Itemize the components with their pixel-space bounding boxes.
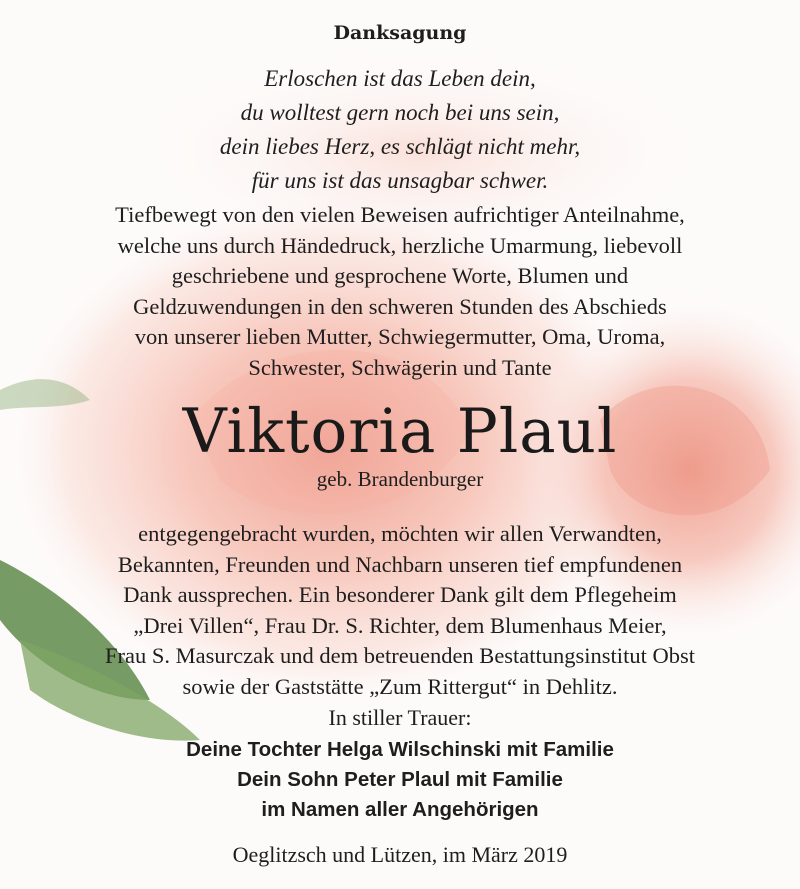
text-line: „Drei Villen“, Frau Dr. S. Richter, dem Blumenhaus Meier, xyxy=(133,612,667,638)
text-line: von unserer lieben Mutter, Schwiegermutter, Oma, Uroma, xyxy=(134,324,666,349)
text-line: Bekannten, Freunden und Nachbarn unseren tief empfundenen xyxy=(117,551,683,577)
poem-line: dein liebes Herz, es schlägt nicht mehr, xyxy=(219,134,581,159)
text-line: Geldzuwendungen in den schweren Stunden des Abschieds xyxy=(133,293,667,319)
notice-title: Danksagung xyxy=(333,22,467,44)
text-line: Schwester, Schwägerin und Tante xyxy=(248,354,552,380)
intro-paragraph xyxy=(0,200,800,383)
poem-line: du wolltest gern noch bei uns sein, xyxy=(240,100,560,125)
thanks-paragraph xyxy=(0,519,800,702)
text-line: welche uns durch Händedruck, herzliche Umarmung, liebevoll xyxy=(117,232,683,258)
maiden-name: geb. Brandenburger xyxy=(316,467,484,491)
place-date: Oeglitzsch und Lützen, im März 2019 xyxy=(232,842,568,867)
text-line: geschriebene und gesprochene Worte, Blumen und xyxy=(171,263,629,288)
mourning-label: In stiller Trauer: xyxy=(328,705,472,730)
poem-line: Erloschen ist das Leben dein, xyxy=(264,66,536,91)
signer-line: im Namen aller Angehörigen xyxy=(261,798,539,821)
text-line: Tiefbewegt von den vielen Beweisen aufrichtiger Anteilnahme, xyxy=(115,202,685,227)
text-line: entgegengebracht wurden, möchten wir allen Verwandten, xyxy=(138,521,662,546)
signer-line: Deine Tochter Helga Wilschinski mit Familie xyxy=(186,738,614,761)
text-line: Frau S. Masurczak und dem betreuenden Bestattungsinstitut Obst xyxy=(105,643,695,668)
poem-line: für uns ist das unsagbar schwer. xyxy=(251,168,549,193)
signers-list xyxy=(0,735,800,825)
text-line: sowie der Gaststätte „Zum Rittergut“ in Dehlitz. xyxy=(182,673,618,699)
poem xyxy=(0,62,800,198)
text-line: Dank aussprechen. Ein besonderer Dank gilt dem Pflegeheim xyxy=(123,582,677,607)
signer-line: Dein Sohn Peter Plaul mit Familie xyxy=(237,768,563,791)
deceased-name: Viktoria Plaul xyxy=(182,396,618,467)
